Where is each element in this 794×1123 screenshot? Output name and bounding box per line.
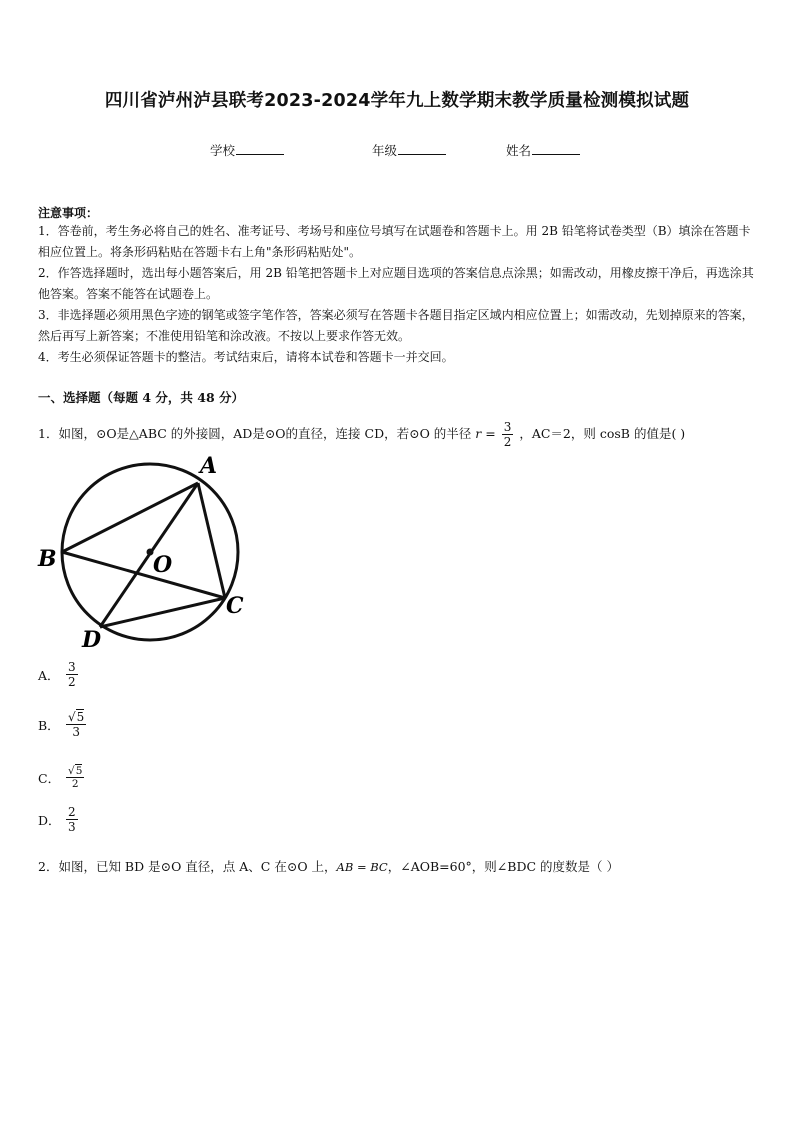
question-2	[38, 857, 619, 877]
segment-cd	[100, 598, 225, 627]
q1-radius-var: r	[475, 426, 482, 441]
note-item: 1．答卷前，考生务必将自己的姓名、准考证号、考场号和座位号填写在试题卷和答题卡上。用 2B 铅笔将试卷类型（B）填涂在答题卡相应位置上。将条形码粘贴在答题卡右上角"条形码粘贴处"。	[38, 224, 751, 259]
notes-heading: 注意事项：	[38, 206, 99, 220]
label-c: C	[226, 593, 244, 619]
note-item: 2．作答选择题时，选出每小题答案后，用 2B 铅笔把答题卡上对应题目选项的答案信息点涂黑；如需改动，用橡皮擦干净后，再选涂其他答案。答案不能答在试题卷上。	[38, 266, 754, 301]
q1-equals: =	[485, 426, 496, 441]
grade-field	[372, 141, 446, 159]
fraction-numerator: √5	[68, 765, 83, 777]
note-item: 4．考生必须保证答题卡的整洁。考试结束后，请将本试卷和答题卡一并交回。	[38, 350, 454, 364]
q2-text-start: 2．如图，已知 BD 是⊙O 直径，点 A、C 在⊙O 上，	[38, 859, 337, 874]
segment-bc	[62, 552, 225, 598]
fraction-numerator: 3	[68, 660, 76, 674]
name-field	[506, 141, 580, 159]
fraction-denominator: 2	[71, 778, 79, 790]
grade-blank	[398, 142, 446, 155]
label-o: O	[153, 552, 173, 578]
name-label: 姓名	[506, 143, 532, 158]
label-a: A	[200, 455, 218, 479]
option-c[interactable]	[38, 765, 86, 790]
option-label: B．	[38, 717, 60, 733]
fraction-denominator: 3	[68, 820, 76, 834]
option-b[interactable]	[38, 710, 88, 739]
option-label: D．	[38, 812, 61, 828]
q1-radius-fraction	[502, 420, 514, 449]
option-fraction	[66, 765, 84, 790]
option-label: C．	[38, 770, 61, 786]
fraction-denominator: 2	[68, 675, 76, 689]
sqrt-radicand: 5	[76, 710, 85, 724]
school-label: 学校	[210, 143, 236, 158]
grade-label: 年级	[372, 143, 398, 158]
label-b: B	[38, 546, 57, 572]
school-blank	[236, 142, 284, 155]
fraction-numerator: 3	[503, 420, 512, 434]
section-heading: 一、选择题（每题 4 分，共 48 分）	[38, 390, 245, 405]
q2-text-end: ，∠AOB=60°，则∠BDC 的度数是（ ）	[387, 859, 619, 874]
circle-figure	[36, 455, 256, 655]
question-1	[38, 420, 685, 449]
option-d[interactable]	[38, 805, 80, 834]
fraction-denominator: 3	[72, 725, 80, 739]
note-item: 3．非选择题必须用黑色字迹的钢笔或签字笔作答，答案必须写在答题卡各题目指定区域内相应位置上；如需改动，先划掉原来的答案，然后再写上新答案；不准使用铅笔和涂改液。不按以上要求作答无效。	[38, 308, 754, 343]
fraction-denominator: 2	[503, 435, 512, 449]
label-d: D	[82, 627, 102, 653]
option-label: A．	[38, 667, 60, 683]
option-fraction	[66, 805, 78, 834]
q1-text-start: 1．如图，⊙O是△ABC 的外接圆，AD是⊙O的直径，连接 CD，若⊙O 的半径	[38, 426, 472, 441]
fraction-numerator: 2	[68, 805, 76, 819]
q2-arc-expression: AB = BC	[336, 860, 388, 874]
option-fraction	[66, 660, 78, 689]
option-a[interactable]	[38, 660, 80, 689]
fraction-numerator: √5	[68, 710, 85, 724]
option-fraction	[66, 710, 86, 739]
q1-text-end: ，AC＝2，则 cosB 的值是( )	[519, 426, 686, 441]
name-blank	[532, 142, 580, 155]
school-field	[210, 141, 284, 159]
page-title: 四川省泸州泸县联考2023-2024学年九上数学期末教学质量检测模拟试题	[104, 91, 690, 111]
sqrt-radicand: 5	[75, 765, 83, 777]
